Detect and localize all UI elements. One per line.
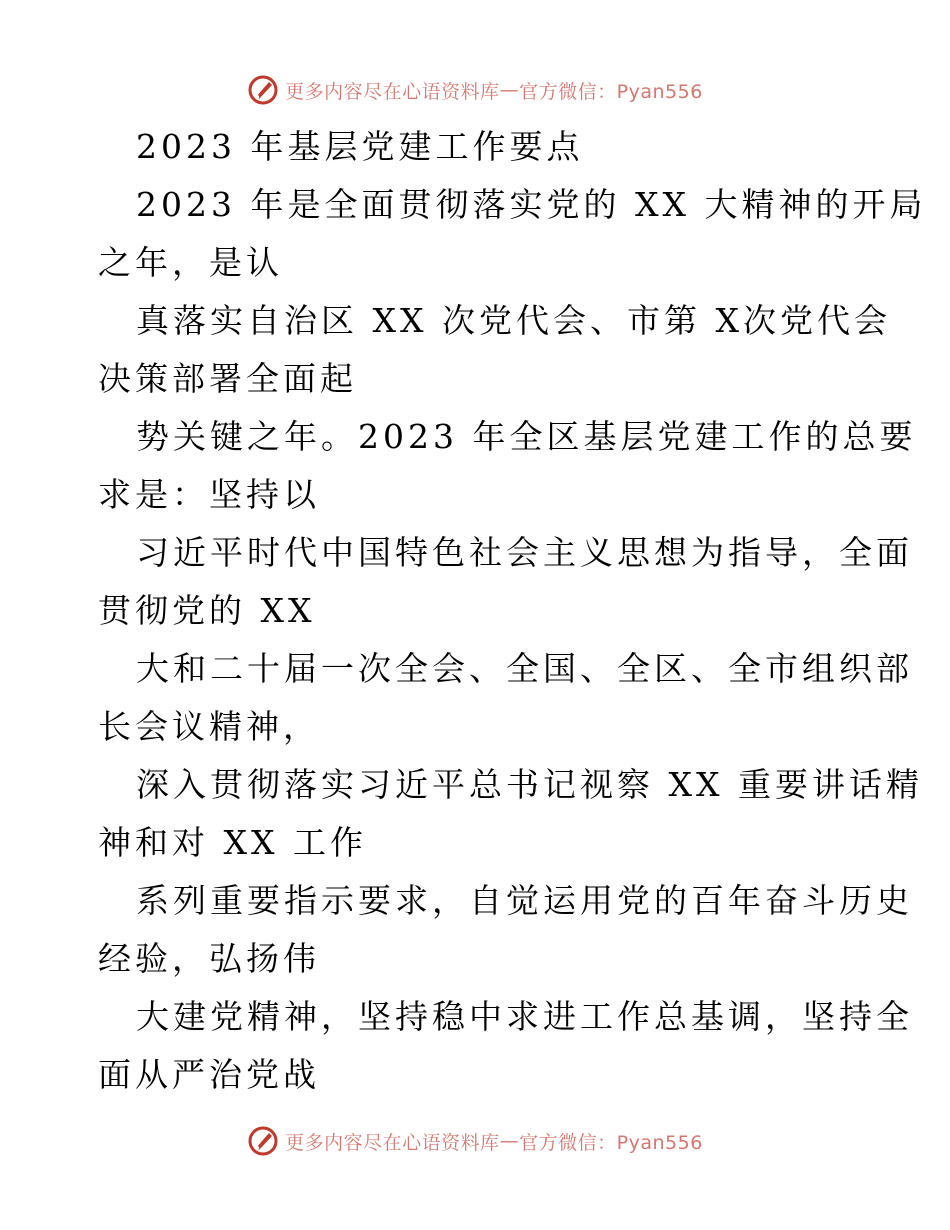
paragraph-line: 大和二十届一次全会、全国、全区、全市组织部 — [136, 649, 913, 688]
paragraph-line: 经验，弘扬伟 — [98, 939, 320, 978]
document-title: 2023 年基层党建工作要点 — [136, 127, 584, 166]
banner-separator: — — [499, 79, 520, 101]
banner-contact-text: 官方微信：Pyan556 — [519, 1131, 703, 1154]
paragraph-line: 之年，是认 — [98, 243, 283, 282]
paragraph-line: 神和对 XX 工作 — [98, 823, 367, 862]
paragraph-line: 深入贯彻落实习近平总书记视察 XX 重要讲话精 — [136, 765, 923, 804]
paragraph-line: 势关键之年。2023 年全区基层党建工作的总要 — [136, 417, 917, 456]
banner-contact-text: 官方微信：Pyan556 — [519, 80, 703, 103]
quill-pen-logo-icon — [247, 74, 279, 106]
banner-prefix-text: 更多内容尽在心语资料库 — [285, 80, 500, 103]
header-watermark-banner — [0, 70, 950, 110]
paragraph-line: 求是：坚持以 — [98, 475, 320, 514]
paragraph-line: 大建党精神，坚持稳中求进工作总基调，坚持全 — [136, 997, 913, 1036]
banner-separator: — — [499, 1130, 520, 1152]
paragraph-line: 决策部署全面起 — [98, 359, 357, 398]
paragraph-line: 真落实自治区 XX 次党代会、市第 X次党代会 — [136, 301, 891, 340]
paragraph-line: 系列重要指示要求，自觉运用党的百年奋斗历史 — [136, 881, 913, 920]
paragraph-line: 2023 年是全面贯彻落实党的 XX 大精神的开局 — [136, 185, 927, 224]
paragraph-line: 贯彻党的 XX — [98, 591, 316, 630]
banner-prefix-text: 更多内容尽在心语资料库 — [285, 1131, 500, 1154]
paragraph-line: 长会议精神， — [98, 707, 320, 746]
paragraph-line: 面从严治党战 — [98, 1055, 320, 1094]
quill-pen-logo-icon — [247, 1125, 279, 1157]
paragraph-line: 习近平时代中国特色社会主义思想为指导，全面 — [136, 533, 913, 572]
footer-watermark-banner — [0, 1121, 950, 1161]
